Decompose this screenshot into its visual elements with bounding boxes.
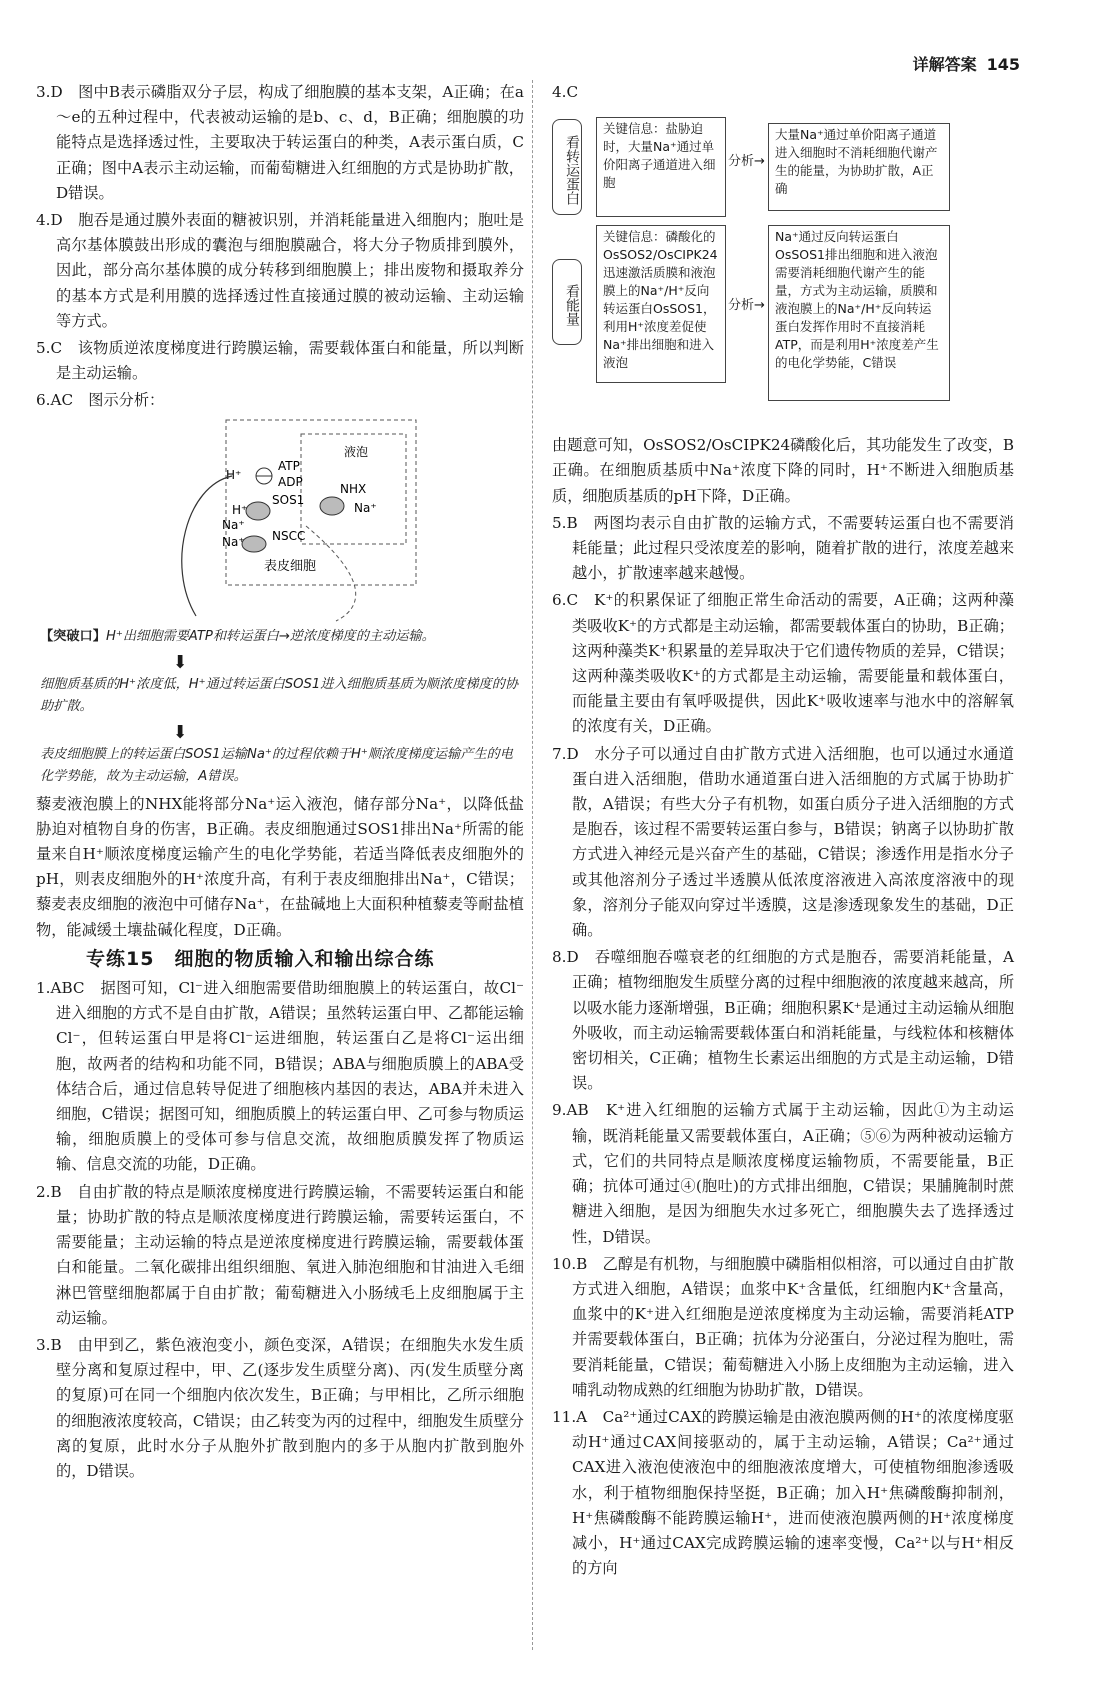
nhx-label: NHX (340, 481, 367, 496)
page-header (913, 52, 1020, 75)
sos1-label: SOS1 (272, 492, 305, 507)
nscc-channel (242, 536, 266, 552)
h-ion-label-2: H⁺ (232, 502, 248, 517)
flow-analyze-1: 分析→ (728, 154, 765, 170)
answer-6-explanation: 藜麦液泡膜上的NHX能将部分Na⁺运入液泡，储存部分Na⁺，以降低盐胁迫对植物自身的伤害，B正确。表皮细胞通过SOS1排出Na⁺所需的能量来自H⁺顺浓度梯度运输产生的电化学势能，若适当降低表皮细胞外的pH，则表皮细胞外的H⁺浓度升高，有利于表皮细胞排出Na⁺，C错误；藜麦表皮细胞的液泡中可储存Na⁺，在盐碱地上大面积种植藜麦等耐盐植物，能减缓土壤盐碱化程度，D正确。 (36, 794, 524, 939)
section-title: 专练15 细胞的物质输入和输出综合练 (86, 947, 435, 970)
answer-6: 6.AC 图示分析： (36, 391, 165, 410)
epidermal-cell-label: 表皮细胞 (264, 558, 317, 574)
down-arrow-icon: ⬇ (172, 721, 188, 743)
cell-transport-diagram (36, 416, 524, 626)
section-answer-5: 5.B 两图均表示自由扩散的运输方式，不需要转运蛋白也不需要消耗能量；此过程只受浓度差的影响，随着扩散的进行，浓度差越来越小，扩散速率越来越慢。 (552, 513, 1014, 583)
flow-box-analysis-1: 大量Na⁺通过单价阳离子通道进入细胞时不消耗细胞代谢产生的能量，为协助扩散，A正确 (768, 123, 950, 211)
flow-box-analysis-2: Na⁺通过反向转运蛋白OsSOS1排出细胞和进入液泡需要消耗细胞代谢产生的能量，方式为主动运输，质膜和液泡膜上的Na⁺/H⁺反向转运蛋白发挥作用时不直接消耗ATP，而是利用H⁺浓度差产生的电化学势能，C错误 (768, 225, 950, 401)
section-answer-9: 9.AB K⁺进入红细胞的运输方式属于主动运输，因此①为主动运输，既消耗能量又需要载体蛋白，A正确；⑤⑥为两种被动运输方式，它们的共同特点是顺浓度梯度运输物质，不需要能量，B正确；抗体可通过④(胞吐)的方式排出细胞，C错误；果脯腌制时蔗糖进入细胞，是因为细胞失水过多死亡，细胞膜失去了选择透过性，D错误。 (552, 1101, 1014, 1246)
vacuole-label: 液泡 (344, 444, 369, 459)
breakout-note-3: 表皮细胞膜上的转运蛋白SOS1运输Na⁺的过程依赖于H⁺顺浓度梯度运输产生的电化学势能，故为主动运输，A错误。 (40, 746, 513, 784)
na-ion-label-2: Na⁺ (222, 517, 245, 532)
nscc-label: NSCC (272, 528, 306, 543)
section-answer-6: 6.C K⁺的积累保证了细胞正常生命活动的需要，A正确；这两种藻类吸收K⁺的方式都是主动运输，都需要载体蛋白的协助，B正确；这两种藻类K⁺积累量的差异取决于它们遗传物质的差异，C错误；这两种藻类吸收K⁺的方式都是主动运输，需要能量和载体蛋白，而能量主要由有氧呼吸提供，因此K⁺吸收速率与池水中的溶解氧的浓度有关，D正确。 (552, 591, 1014, 736)
flow-box-key-info-1: 关键信息：盐胁迫时，大量Na⁺通过单价阳离子通道进入细胞 (596, 117, 726, 217)
answer-3: 3.D 图中B表示磷脂双分子层，构成了细胞膜的基本支架，A正确；在a～e的五种过程中，代表被动运输的是b、c、d，B正确；细胞膜的功能特点是选择透过性，主要取决于转运蛋白的种类，A表示蛋白质，C正确；图中A表示主动运输，而葡萄糖进入红细胞的方式是协助扩散，D错误。 (36, 83, 524, 202)
na-ion-label-1: Na⁺ (354, 500, 377, 515)
section-answer-8: 8.D 吞噬细胞吞噬衰老的红细胞的方式是胞吞，需要消耗能量，A正确；植物细胞发生质壁分离的过程中细胞液的浓度越来越高，所以吸水能力逐渐增强，B正确；细胞积累K⁺是通过主动运输从细胞外吸收，而主动运输需要载体蛋白和消耗能量，与线粒体和核糖体密切相关，C正确；植物生长素运出细胞的方式是主动运输，D错误。 (552, 948, 1014, 1093)
header-label: 详解答案 (912, 55, 977, 74)
breakout-note-1: 【突破口】H⁺出细胞需要ATP和转运蛋白→逆浓度梯度的主动运输。 (40, 628, 435, 644)
page-number: 145 (986, 55, 1020, 74)
flow-tag-transport-protein: 看转运蛋白 (552, 119, 582, 215)
breakout-note-2: 细胞质基质的H⁺浓度低，H⁺通过转运蛋白SOS1进入细胞质基质为顺浓度梯度的协助扩散。 (40, 676, 519, 714)
adp-label: ADP (278, 474, 303, 489)
na-ion-label-3: Na⁺ (222, 534, 245, 549)
flow-tag-energy: 看能量 (552, 259, 582, 345)
answer-4: 4.D 胞吞是通过膜外表面的糖被识别，并消耗能量进入细胞内；胞吐是高尔基体膜鼓出形成的囊泡与细胞膜融合，将大分子物质排到膜外，因此，部分高尔基体膜的成分转移到细胞膜上；排出废物和摄取养分的基本方式是利用膜的选择透过性直接通过膜的被动运输、主动运输等方式。 (36, 211, 524, 330)
right-column (552, 80, 1014, 1583)
answer-4c: 4.C (552, 83, 579, 101)
section-answer-10: 10.B 乙醇是有机物，与细胞膜中磷脂相似相溶，可以通过自由扩散方式进入细胞，A错误；血浆中K⁺含量低，红细胞内K⁺含量高，血浆中的K⁺进入红细胞是逆浓度梯度为主动运输，需要消耗ATP并需要载体蛋白，B正确；抗体为分泌蛋白，分泌过程为胞吐，需要消耗能量，C错误；葡萄糖进入小肠上皮细胞为主动运输，进入哺乳动物成熟的红细胞为协助扩散，D错误。 (552, 1254, 1014, 1399)
left-column (36, 80, 524, 1486)
flow-analyze-2: 分析→ (728, 298, 765, 314)
answer-5: 5.C 该物质逆浓度梯度进行跨膜运输，需要载体蛋白和能量，所以判断是主动运输。 (36, 339, 524, 383)
section-answer-1: 1.ABC 据图可知，Cl⁻进入细胞需要借助细胞膜上的转运蛋白，故Cl⁻进入细胞的方式不是自由扩散，A错误；虽然转运蛋白甲、乙都能运输Cl⁻，但转运蛋白甲是将Cl⁻运进细胞，转运蛋白乙是将Cl⁻运出细胞，故两者的结构和功能不同，B错误；ABA与细胞质膜上的ABA受体结合后，通过信息转导促进了细胞核内基因的表达，ABA并未进入细胞，C错误；据图可知，细胞质膜上的转运蛋白甲、乙可参与物质运输，细胞质膜上的受体可参与信息交流，故细胞质膜发挥了物质运输、信息交流的功能，D正确。 (36, 979, 524, 1174)
section-answer-7: 7.D 水分子可以通过自由扩散方式进入活细胞，也可以通过水通道蛋白进入活细胞，借助水通道蛋白进入活细胞的方式属于协助扩散，A错误；有些大分子有机物，如蛋白质分子进入活细胞的方式是胞吞，该过程不需要转运蛋白参与，B错误；钠离子以协助扩散方式进入神经元是兴奋产生的基础，C错误；渗透作用是指水分子或其他溶剂分子透过半透膜从低浓度溶液进入高浓度溶液中的现象，溶剂分子能双向穿过半透膜，这是渗透现象发生的基础，D正确。 (552, 744, 1014, 940)
down-arrow-icon: ⬇ (172, 651, 188, 673)
section-answer-11: 11.A Ca²⁺通过CAX的跨膜运输是由液泡膜两侧的H⁺的浓度梯度驱动H⁺通过CAX间接驱动的，属于主动运输，A错误；Ca²⁺通过CAX进入液泡使液泡中的细胞液浓度增大，可使植物细胞渗透吸水，利于植物细胞保持坚挺，B正确；加入H⁺焦磷酸酶抑制剂，H⁺焦磷酸酶不能跨膜运输H⁺，进而使液泡膜两侧的H⁺浓度梯度减小，H⁺通过CAX完成跨膜运输的速率变慢，Ca²⁺以与H⁺相反的方向 (552, 1407, 1014, 1578)
answer-4-explanation: 由题意可知，OsSOS2/OsCIPK24磷酸化后，其功能发生了改变，B正确。在细胞质基质中Na⁺浓度下降的同时，H⁺不断进入细胞质基质，细胞质基质的pH下降，D正确。 (552, 436, 1014, 505)
section-answer-2: 2.B 自由扩散的特点是顺浓度梯度进行跨膜运输，不需要转运蛋白和能量；协助扩散的特点是顺浓度梯度进行跨膜运输，需要转运蛋白，不需要能量；主动运输的特点是逆浓度梯度进行跨膜运输，需要载体蛋白和能量。二氧化碳排出组织细胞、氧进入肺泡细胞和甘油进入毛细淋巴管壁细胞都属于自由扩散；葡萄糖进入小肠绒毛上皮细胞属于主动运输。 (36, 1182, 524, 1327)
nhx-transporter (320, 497, 344, 515)
flow-box-key-info-2: 关键信息：磷酸化的OsSOS2/OsCIPK24迅速激活质膜和液泡膜上的Na⁺/H⁺反向转运蛋白OsSOS1，利用H⁺浓度差促使Na⁺排出细胞和进入液泡 (596, 225, 726, 383)
column-divider (532, 80, 533, 1650)
analysis-flowchart (552, 109, 1014, 429)
sos1-transporter (246, 502, 270, 520)
atp-label: ATP (278, 458, 300, 473)
section-answer-3: 3.B 由甲到乙，紫色液泡变小，颜色变深，A错误；在细胞失水发生质壁分离和复原过程中，甲、乙(逐步发生质壁分离)、丙(发生质壁分离的复原)可在同一个细胞内依次发生，B正确；与甲相比，乙所示细胞的细胞液浓度较高，C错误；由乙转变为丙的过程中，细胞发生质壁分离的复原，此时水分子从胞外扩散到胞内的多于从胞内扩散到胞外的，D错误。 (36, 1335, 524, 1480)
h-ion-label-1: H⁺ (226, 467, 242, 482)
